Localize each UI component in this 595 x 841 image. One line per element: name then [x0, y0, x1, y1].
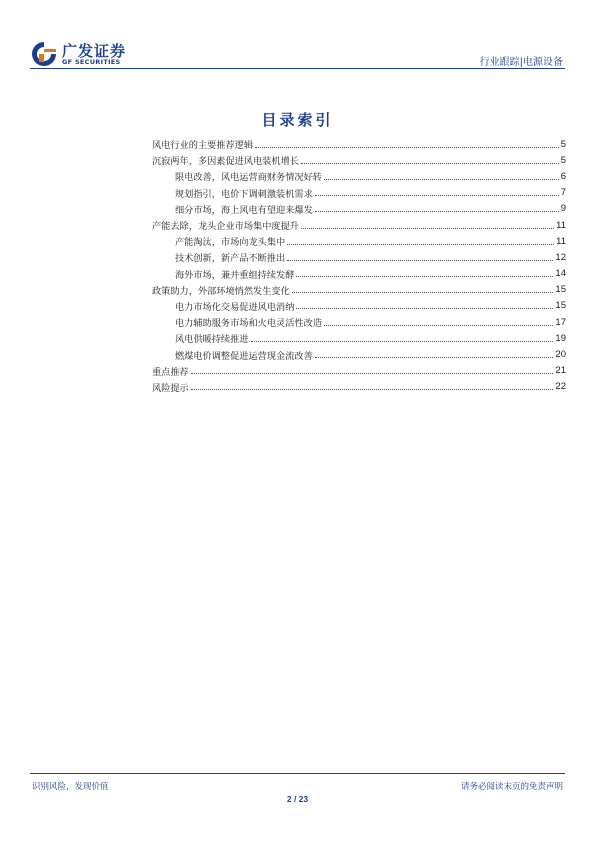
- footer-slogan: 识别风险，发现价值: [32, 782, 109, 792]
- toc-entry-label: 限电改善，风电运营商财务情况好转: [175, 172, 322, 184]
- toc-entry-page: 11: [556, 235, 566, 247]
- toc-entry-page: 22: [555, 381, 566, 393]
- toc-entry[interactable]: [152, 136, 566, 152]
- toc-dot-leader: [255, 147, 559, 148]
- toc-dot-leader: [315, 195, 559, 196]
- toc-entry-page: 15: [555, 300, 566, 312]
- toc-dot-leader: [287, 244, 554, 245]
- toc-entry[interactable]: [152, 298, 566, 314]
- toc-entry-label: 风电行业的主要推荐逻辑: [152, 140, 254, 152]
- toc-entry-page: 5: [560, 138, 566, 150]
- toc-entry[interactable]: [152, 201, 566, 217]
- toc-entry-label: 政策助力，外部环境悄然发生变化: [152, 285, 290, 297]
- toc-entry-label: 重点推荐: [152, 366, 189, 378]
- toc-entry-page: 19: [555, 332, 566, 344]
- toc-entry-page: 12: [555, 251, 566, 263]
- toc-entry[interactable]: [152, 282, 566, 298]
- toc-dot-leader: [296, 276, 553, 277]
- page-number: 2 / 23: [286, 794, 309, 804]
- toc-dot-leader: [191, 389, 554, 390]
- toc-dot-leader: [324, 325, 553, 326]
- toc-title: 目录索引: [261, 111, 334, 129]
- toc-dot-leader: [191, 373, 554, 374]
- toc-entry[interactable]: [152, 152, 566, 168]
- toc-entry-page: 9: [560, 203, 566, 215]
- table-of-contents: [152, 136, 566, 395]
- toc-entry-label: 海外市场，兼并重组持续发酵: [175, 269, 295, 281]
- toc-entry-page: 7: [560, 187, 566, 199]
- toc-entry-label: 技术创新，新产品不断推出: [175, 253, 286, 265]
- toc-entry[interactable]: [152, 266, 566, 282]
- toc-entry-page: 11: [556, 219, 566, 231]
- toc-entry[interactable]: [152, 379, 566, 395]
- logo-chinese-name: 广发证券: [62, 42, 127, 60]
- footer-disclaimer: 请务必阅读末页的免责声明: [460, 782, 563, 792]
- toc-entry-page: 20: [555, 349, 566, 361]
- footer-divider: [30, 773, 565, 774]
- toc-entry[interactable]: [152, 363, 566, 379]
- toc-entry-label: 电力辅助服务市场和火电灵活性改造: [175, 318, 322, 330]
- toc-entry[interactable]: [152, 168, 566, 184]
- toc-entry-label: 规划指引，电价下调刺激装机需求: [175, 188, 313, 200]
- header-divider: [30, 68, 565, 69]
- toc-entry-page: 15: [555, 284, 566, 296]
- toc-entry[interactable]: [152, 185, 566, 201]
- toc-entry-page: 14: [555, 268, 566, 280]
- toc-entry-page: 21: [555, 365, 566, 377]
- toc-entry-label: 电力市场化交易促进风电消纳: [175, 301, 295, 313]
- toc-dot-leader: [296, 308, 553, 309]
- toc-entry-label: 产能淘汰，市场向龙头集中: [175, 237, 286, 249]
- logo-english-name: GF SECURITIES: [62, 58, 121, 66]
- toc-entry[interactable]: [152, 314, 566, 330]
- toc-entry[interactable]: [152, 346, 566, 362]
- toc-entry-label: 燃煤电价调整促进运营现金流改善: [175, 350, 313, 362]
- toc-entry-label: 产能去除，龙头企业市场集中度提升: [152, 221, 299, 233]
- toc-dot-leader: [315, 357, 554, 358]
- toc-entry[interactable]: [152, 249, 566, 265]
- toc-entry[interactable]: [152, 233, 566, 249]
- toc-entry-label: 风电供暖持续推进: [175, 334, 249, 346]
- page-header: [30, 38, 565, 72]
- toc-dot-leader: [301, 163, 559, 164]
- toc-entry[interactable]: [152, 330, 566, 346]
- toc-dot-leader: [251, 341, 554, 342]
- toc-entry[interactable]: [152, 217, 566, 233]
- toc-entry-page: 17: [555, 316, 566, 328]
- toc-dot-leader: [292, 292, 554, 293]
- toc-entry-label: 风险提示: [152, 382, 189, 394]
- toc-dot-leader: [287, 260, 553, 261]
- toc-entry-label: 沉寂两年，多因素促进风电装机增长: [152, 156, 299, 168]
- toc-entry-page: 5: [560, 154, 566, 166]
- toc-dot-leader: [324, 179, 559, 180]
- gf-securities-logo: [30, 38, 140, 70]
- toc-dot-leader: [301, 228, 554, 229]
- toc-entry-label: 细分市场，海上风电有望迎来爆发: [175, 204, 313, 216]
- toc-entry-page: 6: [560, 170, 566, 182]
- report-category: 行业跟踪|电源设备: [479, 57, 563, 68]
- toc-dot-leader: [315, 211, 559, 212]
- gf-logo-icon: [30, 40, 58, 68]
